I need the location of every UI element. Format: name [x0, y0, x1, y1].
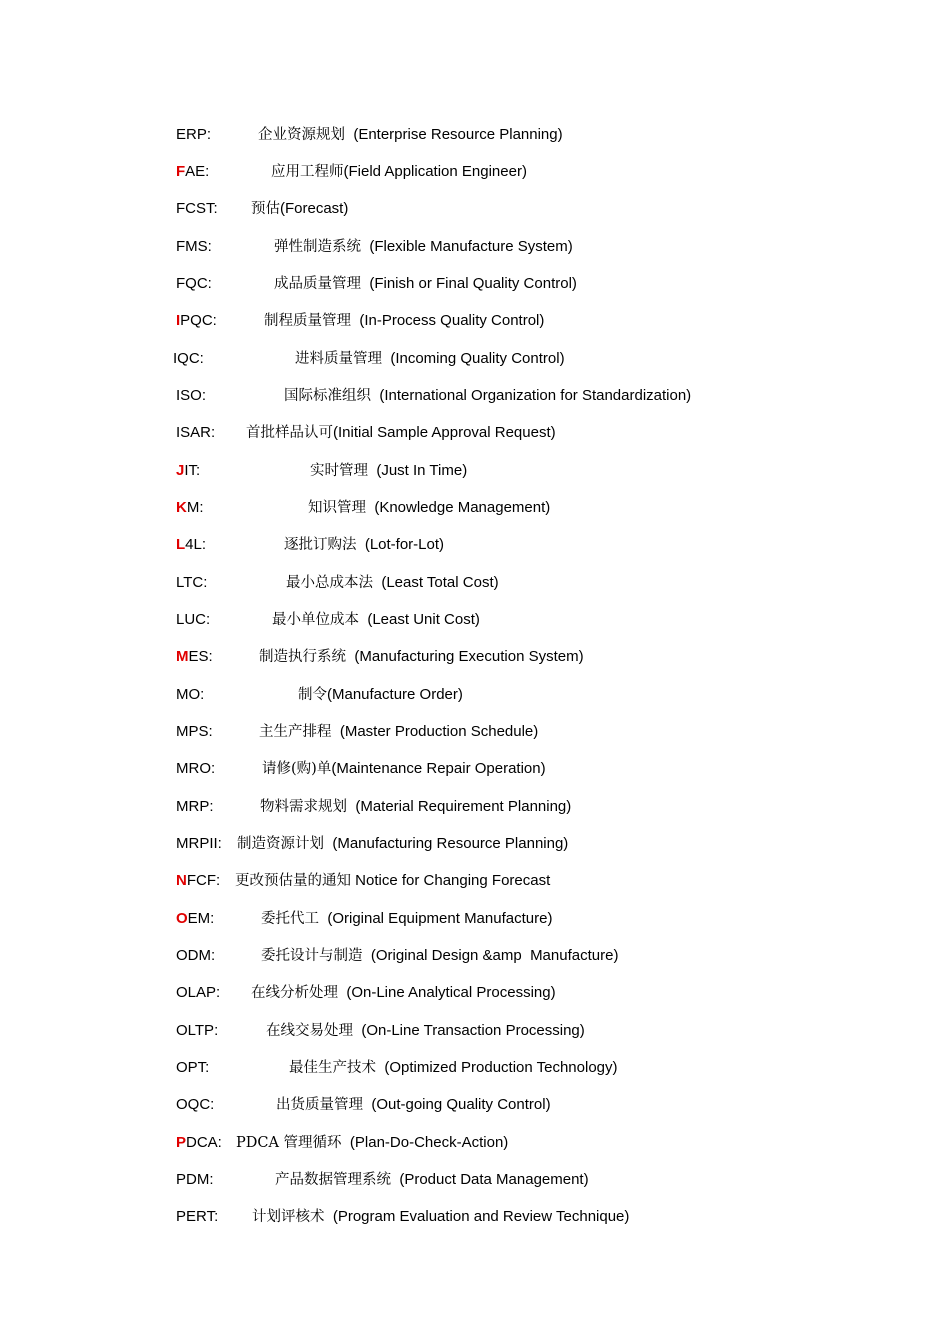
- glossary-entry: [176, 199, 349, 219]
- chinese-term: 最佳生产技术: [289, 1060, 376, 1076]
- entry-definition: [235, 871, 550, 891]
- english-term: (Manufacture Order): [327, 686, 463, 703]
- chinese-term: PDCA 管理循环: [236, 1135, 342, 1151]
- chinese-term: 主生产排程: [259, 724, 332, 740]
- chinese-term: 弹性制造系统: [274, 239, 361, 255]
- entry-definition: [271, 162, 527, 182]
- english-term: (Flexible Manufacture System): [361, 238, 573, 255]
- chinese-term: 在线交易处理: [266, 1023, 353, 1039]
- entry-abbreviation: [176, 461, 200, 481]
- english-term: (Least Unit Cost): [359, 611, 480, 628]
- abbreviation-rest: AE:: [185, 163, 210, 180]
- glossary-entry: [176, 237, 573, 257]
- abbreviation-rest: MRPII:: [176, 835, 222, 852]
- glossary-entry: [176, 311, 545, 331]
- entry-abbreviation: [176, 797, 214, 817]
- abbreviation-rest: EM:: [187, 910, 215, 927]
- chinese-term: 首批样品认可: [246, 425, 333, 441]
- chinese-term: 最小总成本法: [286, 575, 373, 591]
- abbreviation-rest: PDM:: [176, 1171, 214, 1188]
- glossary-entry: [176, 1021, 585, 1041]
- entry-abbreviation: [176, 274, 212, 294]
- chinese-term: 制造执行系统: [259, 649, 346, 665]
- entry-abbreviation: [176, 1170, 214, 1190]
- entry-abbreviation: [176, 535, 206, 555]
- chinese-term: 请修(购)单: [262, 761, 332, 777]
- chinese-term: 企业资源规划: [258, 127, 345, 143]
- glossary-entry: [173, 349, 565, 369]
- chinese-term: 进料质量管理: [295, 351, 382, 367]
- english-term: (International Organization for Standardization): [371, 387, 692, 404]
- abbreviation-initial: K: [176, 499, 187, 516]
- entry-abbreviation: [176, 610, 210, 630]
- entry-definition: [260, 797, 571, 817]
- entry-definition: [310, 461, 467, 481]
- english-term: (Manufacturing Resource Planning): [324, 835, 569, 852]
- entry-definition: [251, 199, 348, 219]
- abbreviation-rest: PQC:: [180, 312, 217, 329]
- english-term: (Master Production Schedule): [331, 723, 539, 740]
- english-term: (Lot-for-Lot): [356, 536, 445, 553]
- chinese-term: 更改预估量的通知: [235, 873, 351, 889]
- entry-abbreviation: [176, 685, 204, 705]
- chinese-term: 出货质量管理: [276, 1097, 363, 1113]
- entry-abbreviation: [176, 1058, 209, 1078]
- english-term: (On-Line Transaction Processing): [353, 1022, 585, 1039]
- english-term: (Out-going Quality Control): [363, 1096, 551, 1113]
- entry-definition: [236, 1133, 508, 1153]
- chinese-term: 最小单位成本: [272, 612, 359, 628]
- entry-abbreviation: [176, 498, 204, 518]
- entry-abbreviation: [173, 349, 204, 369]
- entry-abbreviation: [176, 871, 220, 891]
- glossary-entry: [176, 759, 546, 779]
- abbreviation-rest: ISAR:: [176, 424, 216, 441]
- entry-definition: [259, 647, 584, 667]
- glossary-entry: [176, 573, 499, 593]
- glossary-entry: [176, 834, 569, 854]
- glossary-entry: [176, 535, 445, 555]
- abbreviation-initial: O: [176, 910, 188, 927]
- abbreviation-rest: FQC:: [176, 275, 212, 292]
- abbreviation-rest: OLTP:: [176, 1022, 219, 1039]
- glossary-entry: [176, 1095, 551, 1115]
- abbreviation-rest: IT:: [184, 462, 201, 479]
- abbreviation-rest: FMS:: [176, 238, 212, 255]
- entry-definition: [274, 274, 577, 294]
- entry-abbreviation: [176, 1095, 214, 1115]
- abbreviation-initial: N: [176, 872, 187, 889]
- entry-abbreviation: [176, 647, 213, 667]
- glossary-entry: [176, 722, 539, 742]
- entry-definition: [276, 1095, 551, 1115]
- abbreviation-rest: M:: [186, 499, 204, 516]
- glossary-entry: [176, 647, 584, 667]
- entry-definition: [237, 834, 568, 854]
- abbreviation-initial: L: [176, 536, 186, 553]
- chinese-term: 物料需求规划: [260, 799, 347, 815]
- abbreviation-rest: OPT:: [176, 1059, 210, 1076]
- entry-definition: [252, 1207, 629, 1227]
- entry-abbreviation: [176, 1021, 218, 1041]
- entry-definition: [251, 983, 556, 1003]
- glossary-entry: [176, 983, 556, 1003]
- abbreviation-initial: P: [176, 1134, 187, 1151]
- abbreviation-rest: PERT:: [176, 1208, 219, 1225]
- abbreviation-rest: FCST:: [176, 200, 218, 217]
- english-term: (Maintenance Repair Operation): [331, 760, 546, 777]
- abbreviation-rest: LUC:: [176, 611, 211, 628]
- chinese-term: 应用工程师: [271, 164, 344, 180]
- chinese-term: 制程质量管理: [264, 313, 351, 329]
- glossary-entry: [176, 1207, 630, 1227]
- abbreviation-initial: J: [176, 462, 185, 479]
- abbreviation-rest: MRO:: [176, 760, 216, 777]
- abbreviation-rest: FCF:: [186, 872, 221, 889]
- english-term: (Knowledge Management): [366, 499, 551, 516]
- abbreviation-rest: MRP:: [176, 798, 214, 815]
- entry-definition: [264, 311, 544, 331]
- english-term: Notice for Changing Forecast: [351, 872, 551, 889]
- chinese-term: 在线分析处理: [251, 985, 338, 1001]
- english-term: (Enterprise Resource Planning): [345, 126, 563, 143]
- glossary-entry: [176, 125, 563, 145]
- glossary-entry: [176, 610, 480, 630]
- entry-abbreviation: [176, 573, 207, 593]
- chinese-term: 知识管理: [308, 500, 366, 516]
- entry-definition: [274, 237, 573, 257]
- abbreviation-rest: ODM:: [176, 947, 216, 964]
- abbreviation-rest: 4L:: [185, 536, 207, 553]
- english-term: (Optimized Production Technology): [376, 1059, 618, 1076]
- english-term: (Program Evaluation and Review Technique): [324, 1208, 630, 1225]
- glossary-entry: [176, 386, 692, 406]
- entry-abbreviation: [176, 162, 209, 182]
- glossary-entry: [176, 946, 619, 966]
- entry-definition: [295, 349, 565, 369]
- entry-definition: [258, 125, 563, 145]
- entry-definition: [261, 946, 618, 966]
- abbreviation-rest: MPS:: [176, 723, 213, 740]
- abbreviation-rest: OQC:: [176, 1096, 215, 1113]
- glossary-entry: [176, 162, 527, 182]
- chinese-term: 产品数据管理系统: [275, 1172, 391, 1188]
- entry-definition: [246, 423, 556, 443]
- glossary-entry: [176, 871, 551, 891]
- chinese-term: 委托代工: [261, 911, 319, 927]
- entry-abbreviation: [176, 909, 214, 929]
- entry-abbreviation: [176, 199, 218, 219]
- abbreviation-initial: I: [176, 312, 181, 329]
- entry-definition: [289, 1058, 618, 1078]
- abbreviation-rest: ERP:: [176, 126, 212, 143]
- entry-abbreviation: [176, 125, 211, 145]
- glossary-entry: [176, 909, 553, 929]
- chinese-term: 逐批订购法: [284, 537, 357, 553]
- english-term: (In-Process Quality Control): [351, 312, 545, 329]
- chinese-term: 计划评核术: [252, 1209, 325, 1225]
- english-term: (Original Equipment Manufacture): [319, 910, 553, 927]
- entry-abbreviation: [176, 759, 215, 779]
- entry-abbreviation: [176, 237, 212, 257]
- entry-definition: [262, 759, 546, 779]
- entry-abbreviation: [176, 423, 215, 443]
- entry-abbreviation: [176, 1133, 222, 1153]
- abbreviation-rest: ES:: [188, 648, 213, 665]
- abbreviation-initial: F: [176, 163, 186, 180]
- entry-abbreviation: [176, 983, 220, 1003]
- entry-definition: [308, 498, 550, 518]
- english-term: (Field Application Engineer): [343, 163, 527, 180]
- chinese-term: 制造资源计划: [237, 836, 324, 852]
- english-term: (Material Requirement Planning): [347, 798, 572, 815]
- entry-definition: [298, 685, 463, 705]
- entry-definition: [261, 909, 552, 929]
- chinese-term: 预估: [251, 201, 280, 217]
- entry-definition: [272, 610, 480, 630]
- glossary-entry: [176, 1133, 509, 1153]
- glossary-entry: [176, 797, 572, 817]
- chinese-term: 制令: [298, 687, 327, 703]
- english-term: (Finish or Final Quality Control): [361, 275, 577, 292]
- english-term: (Forecast): [280, 200, 349, 217]
- english-term: (On-Line Analytical Processing): [338, 984, 556, 1001]
- english-term: (Incoming Quality Control): [382, 350, 565, 367]
- english-term: (Least Total Cost): [373, 574, 499, 591]
- entry-abbreviation: [176, 834, 222, 854]
- english-term: (Just In Time): [368, 462, 468, 479]
- chinese-term: 委托设计与制造: [261, 948, 363, 964]
- entry-abbreviation: [176, 722, 213, 742]
- entry-definition: [259, 722, 538, 742]
- english-term: (Original Design &amp Manufacture): [362, 947, 619, 964]
- abbreviation-rest: ISO:: [176, 387, 207, 404]
- english-term: (Plan-Do-Check-Action): [341, 1134, 509, 1151]
- abbreviation-rest: IQC:: [173, 350, 204, 367]
- entry-definition: [266, 1021, 585, 1041]
- abbreviation-rest: LTC:: [176, 574, 208, 591]
- entry-definition: [275, 1170, 589, 1190]
- entry-definition: [284, 535, 444, 555]
- glossary-entry: [176, 274, 577, 294]
- abbreviation-rest: MO:: [176, 686, 205, 703]
- abbreviation-initial: M: [176, 648, 189, 665]
- english-term: (Initial Sample Approval Request): [333, 424, 556, 441]
- glossary-entry: [176, 1058, 618, 1078]
- abbreviation-rest: OLAP:: [176, 984, 221, 1001]
- entry-definition: [284, 386, 691, 406]
- glossary-entry: [176, 498, 551, 518]
- english-term: (Manufacturing Execution System): [346, 648, 584, 665]
- abbreviation-rest: DCA:: [186, 1134, 222, 1151]
- entry-abbreviation: [176, 386, 206, 406]
- chinese-term: 实时管理: [310, 463, 368, 479]
- entry-definition: [286, 573, 499, 593]
- english-term: (Product Data Management): [391, 1171, 589, 1188]
- chinese-term: 国际标准组织: [284, 388, 371, 404]
- entry-abbreviation: [176, 946, 215, 966]
- glossary-entry: [176, 423, 556, 443]
- glossary-entry: [176, 1170, 589, 1190]
- chinese-term: 成品质量管理: [274, 276, 361, 292]
- entry-abbreviation: [176, 311, 217, 331]
- glossary-entry: [176, 461, 468, 481]
- glossary-entry: [176, 685, 463, 705]
- entry-abbreviation: [176, 1207, 218, 1227]
